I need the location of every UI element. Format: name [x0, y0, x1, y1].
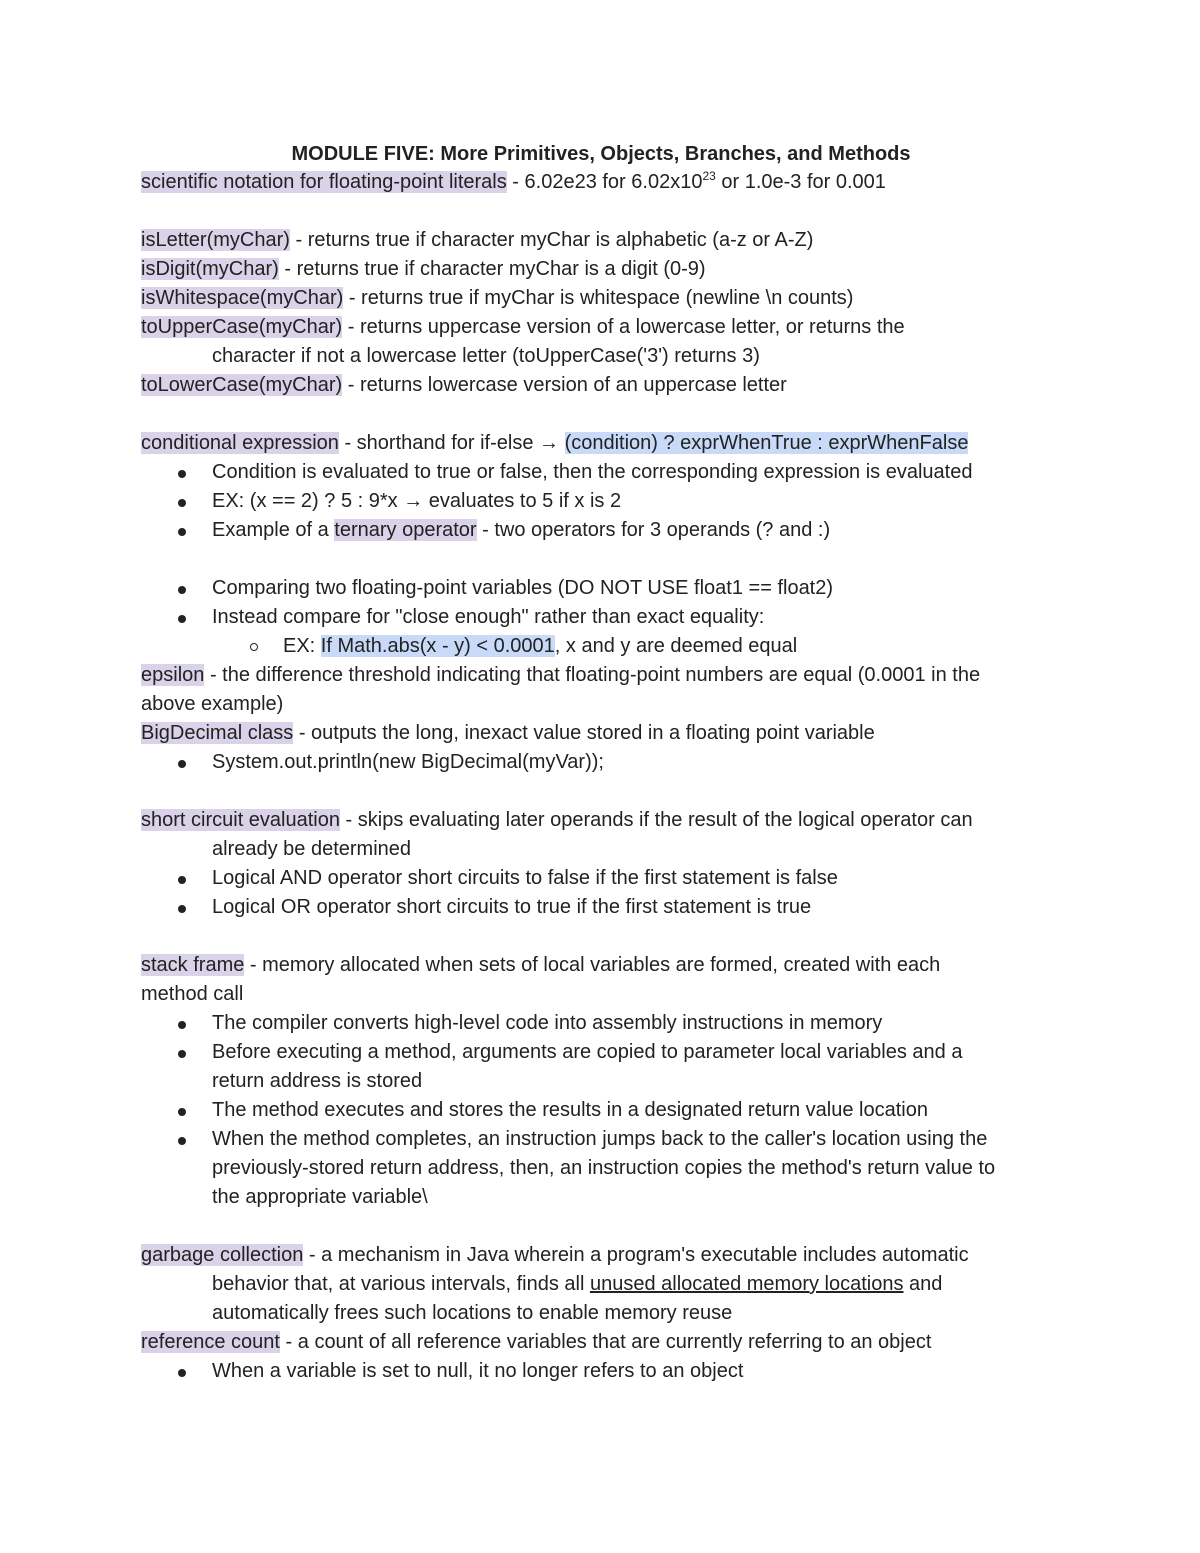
def-text: - a count of all reference variables that are currently referring to an object	[279, 1331, 932, 1353]
list-item-text: When a variable is set to null, it no longer refers to an object	[212, 1360, 744, 1382]
def-text: - memory allocated when sets of local variables are formed, created with each	[244, 954, 941, 976]
bullet-icon	[178, 1021, 186, 1029]
bullet-icon	[178, 586, 186, 594]
hollow-bullet-icon	[250, 643, 258, 651]
term-conditional-expression: conditional expression	[141, 432, 339, 454]
def-iswhitespace	[141, 284, 1061, 313]
term-isdigit: isDigit(myChar)	[141, 258, 279, 280]
code-conditional: (condition) ? exprWhenTrue : exprWhenFalse	[564, 432, 969, 454]
def-text: and	[903, 1273, 943, 1295]
term-short-circuit: short circuit evaluation	[141, 809, 340, 831]
def-text: - the difference threshold indicating that floating-point numbers are equal (0.0001 in the	[204, 664, 981, 686]
def-text: - returns true if character myChar is alphabetic (a-z or A-Z)	[289, 229, 814, 251]
term-bigdecimal: BigDecimal class	[141, 722, 294, 744]
term-touppercase: toUpperCase(myChar)	[141, 316, 343, 338]
list-item	[141, 1125, 1061, 1154]
spacer	[141, 400, 1061, 429]
list-item-text: EX:	[283, 635, 321, 657]
bullet-icon	[178, 1369, 186, 1377]
list-item-text: When the method completes, an instruction jumps back to the caller's location using the	[212, 1128, 988, 1150]
def-text: - returns true if myChar is whitespace (newline \n counts)	[343, 287, 854, 309]
list-item-cont: the appropriate variable\	[212, 1186, 428, 1208]
bullet-icon	[178, 615, 186, 623]
bullet-icon	[178, 1050, 186, 1058]
list-item-text: , x and y are deemed equal	[554, 635, 798, 657]
def-short-circuit	[141, 806, 1061, 835]
document-title: MODULE FIVE: More Primitives, Objects, Branches, and Methods	[291, 143, 911, 165]
term-garbage-collection: garbage collection	[141, 1244, 304, 1266]
bullet-icon	[178, 499, 186, 507]
list-item	[141, 1009, 1061, 1038]
list-item-text: Logical OR operator short circuits to true if the first statement is true	[212, 896, 812, 918]
list-item	[141, 1357, 1061, 1386]
list-item	[141, 1038, 1061, 1067]
list-item	[141, 748, 1061, 777]
term-epsilon: epsilon	[141, 664, 205, 686]
term-ternary-operator: ternary operator	[334, 519, 477, 541]
list-item	[141, 893, 1061, 922]
def-stack-frame-cont: method call	[141, 983, 244, 1005]
list-item-text: Before executing a method, arguments are copied to parameter local variables and a	[212, 1041, 963, 1063]
def-reference-count	[141, 1328, 1061, 1357]
bullet-icon	[178, 1137, 186, 1145]
bullet-icon	[178, 905, 186, 913]
def-stack-frame	[141, 951, 1061, 980]
list-item	[141, 1096, 1061, 1125]
def-isletter	[141, 226, 1061, 255]
def-isdigit	[141, 255, 1061, 284]
def-garbage-cont-2: automatically frees such locations to enable memory reuse	[212, 1302, 733, 1324]
list-item-text: Comparing two floating-point variables (DO NOT USE float1 == float2)	[212, 577, 834, 599]
def-garbage-cont	[141, 1270, 1061, 1299]
list-item-cont: previously-stored return address, then, an instruction copies the method's return value to	[212, 1157, 996, 1179]
list-item	[141, 487, 1061, 516]
def-tolowercase	[141, 371, 1061, 400]
term-tolowercase: toLowerCase(myChar)	[141, 374, 343, 396]
underlined-phrase: unused allocated memory locations	[589, 1273, 904, 1295]
list-item-text: Example of a	[212, 519, 335, 541]
bullet-icon	[178, 876, 186, 884]
list-item-text: Logical AND operator short circuits to false if the first statement is false	[212, 867, 838, 889]
def-epsilon-cont: above example)	[141, 693, 284, 715]
list-item-text: System.out.println(new BigDecimal(myVar));	[212, 751, 604, 773]
list-item-text: The compiler converts high-level code into assembly instructions in memory	[212, 1012, 883, 1034]
list-item-cont: return address is stored	[212, 1070, 423, 1092]
bullet-icon	[178, 1108, 186, 1116]
sci-notation-line	[141, 168, 1061, 197]
bullet-icon	[178, 470, 186, 478]
def-conditional	[141, 429, 1061, 458]
list-item-text: Instead compare for "close enough" rather than exact equality:	[212, 606, 765, 628]
sci-text-2: or 1.0e-3 for 0.001	[715, 171, 886, 193]
def-bigdecimal	[141, 719, 1061, 748]
code-math-abs: If Math.abs(x - y) < 0.0001	[320, 635, 555, 657]
bullet-icon	[178, 760, 186, 768]
document-page	[141, 141, 1061, 1386]
def-touppercase	[141, 313, 1061, 342]
list-item	[141, 603, 1061, 632]
spacer	[141, 197, 1061, 226]
def-epsilon	[141, 661, 1061, 690]
def-text: - returns uppercase version of a lowercase letter, or returns the	[342, 316, 905, 338]
exponent: 23	[702, 169, 716, 183]
list-item	[141, 864, 1061, 893]
term-iswhitespace: isWhitespace(myChar)	[141, 287, 344, 309]
list-item	[141, 574, 1061, 603]
spacer	[141, 545, 1061, 574]
list-item-text: Condition is evaluated to true or false, then the corresponding expression is evaluated	[212, 461, 973, 483]
sub-list-item	[141, 632, 1061, 661]
spacer	[141, 922, 1061, 951]
spacer	[141, 777, 1061, 806]
spacer	[141, 1212, 1061, 1241]
list-item-text: EX: (x == 2) ? 5 : 9*x → evaluates to 5 if x is 2	[212, 490, 622, 512]
list-item	[141, 516, 1061, 545]
def-text: - shorthand for if-else →	[338, 432, 565, 454]
term-scientific-notation: scientific notation for floating-point literals	[141, 171, 507, 193]
list-item	[141, 458, 1061, 487]
def-text: - skips evaluating later operands if the result of the logical operator can	[339, 809, 973, 831]
def-text: - returns lowercase version of an uppercase letter	[342, 374, 787, 396]
def-text: - outputs the long, inexact value stored in a floating point variable	[293, 722, 875, 744]
bullet-icon	[178, 528, 186, 536]
term-isletter: isLetter(myChar)	[141, 229, 290, 251]
def-text: - returns true if character myChar is a digit (0-9)	[278, 258, 706, 280]
list-item-text: - two operators for 3 operands (? and :)	[476, 519, 831, 541]
sci-text: - 6.02e23 for 6.02x10	[506, 171, 703, 193]
def-touppercase-cont: character if not a lowercase letter (toUpperCase('3') returns 3)	[212, 345, 760, 367]
def-text: behavior that, at various intervals, finds all	[212, 1273, 590, 1295]
def-garbage-collection	[141, 1241, 1061, 1270]
def-text: - a mechanism in Java wherein a program's executable includes automatic	[303, 1244, 969, 1266]
term-stack-frame: stack frame	[141, 954, 245, 976]
term-reference-count: reference count	[141, 1331, 280, 1353]
def-short-circuit-cont: already be determined	[212, 838, 412, 860]
list-item-text: The method executes and stores the results in a designated return value location	[212, 1099, 928, 1121]
